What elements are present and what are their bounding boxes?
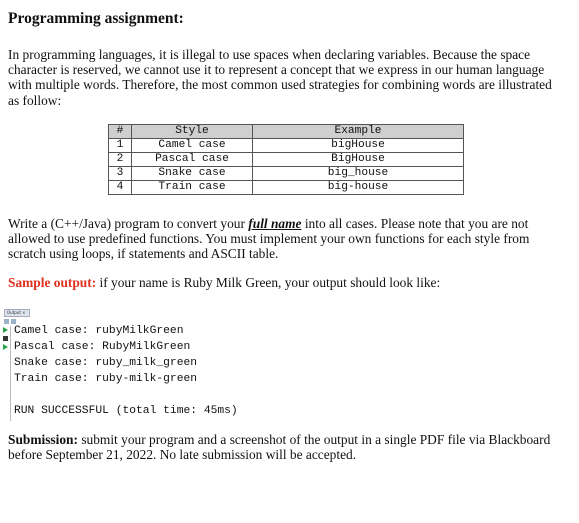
submission-paragraph <box>8 432 563 462</box>
stop-square-icon <box>3 336 8 341</box>
task-text-after: into all cases. Please note that you are not allowed to use predefined functions. You must implement your own functions for each style from scratch using loops, if statements and ASCII table. <box>8 216 530 262</box>
task-paragraph <box>8 216 563 262</box>
case-styles-table <box>108 124 464 195</box>
table-row <box>109 153 464 167</box>
header-style: Style <box>132 125 253 139</box>
sample-label: Sample output: <box>8 275 97 290</box>
table-row <box>109 139 464 153</box>
sample-text: if your name is Ruby Milk Green, your output should look like: <box>96 275 441 290</box>
rerun-arrow-icon <box>3 344 8 350</box>
row-number: 3 <box>109 167 132 181</box>
output-line: Train case: ruby-milk-green <box>14 373 198 385</box>
output-line: Snake case: ruby_milk_green <box>14 357 198 369</box>
page-title: Programming assignment: <box>8 10 184 27</box>
sample-paragraph <box>8 275 563 290</box>
ide-tabbar <box>4 309 34 316</box>
output-line: Camel case: rubyMilkGreen <box>14 325 184 337</box>
table-row <box>109 167 464 181</box>
ide-output-screenshot <box>2 309 302 421</box>
header-number: # <box>109 125 132 139</box>
table-row <box>109 181 464 195</box>
run-arrow-icon <box>3 327 8 333</box>
submission-text: submit your program and a screenshot of the output in a single PDF file via Blackboard before September 21, 2022. No late submission will be accepted. <box>8 432 551 463</box>
output-tab: Output × <box>4 309 30 317</box>
row-style: Camel case <box>132 139 253 153</box>
row-style: Train case <box>132 181 253 195</box>
row-number: 1 <box>109 139 132 153</box>
task-emphasis: full name <box>248 216 302 231</box>
run-tab-icon <box>4 319 9 324</box>
row-style: Pascal case <box>132 153 253 167</box>
submission-label: Submission: <box>8 432 78 447</box>
run-status: RUN SUCCESSFUL (total time: 45ms) <box>14 405 238 417</box>
ide-gutter <box>2 326 11 421</box>
row-style: Snake case <box>132 167 253 181</box>
row-number: 2 <box>109 153 132 167</box>
output-line: Pascal case: RubyMilkGreen <box>14 341 191 353</box>
row-example: bigHouse <box>253 139 464 153</box>
row-number: 4 <box>109 181 132 195</box>
intro-paragraph: In programming languages, it is illegal to use spaces when declaring variables. Because the space character is reserved, we cannot use it to represent a concept that we express in our human language with multiple words. Therefore, the most common used strategies for combining words are illustrated as follow: <box>8 47 552 108</box>
row-example: big_house <box>253 167 464 181</box>
row-example: big-house <box>253 181 464 195</box>
task-text-before: Write a (C++/Java) program to convert your <box>8 216 249 231</box>
header-example: Example <box>253 125 464 139</box>
table-header-row <box>109 125 464 139</box>
row-example: BigHouse <box>253 153 464 167</box>
